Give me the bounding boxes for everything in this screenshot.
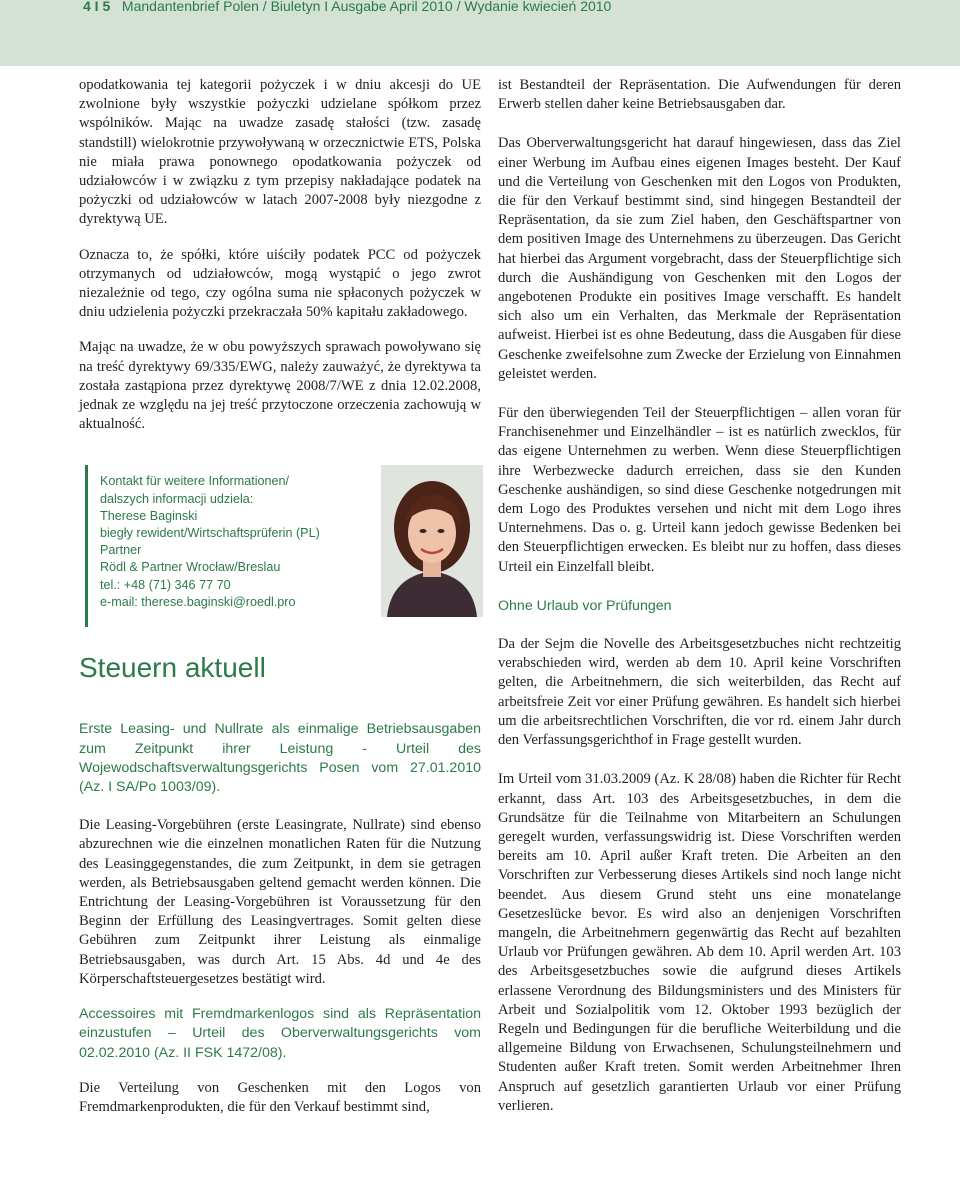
paragraph: Die Leasing-Vorgebühren (erste Leasingrate, Nullrate) sind ebenso abzurechnen wie die einzelnen monatlichen Raten für die Nutzung des Leasinggegenstandes, die zum Zeitpunkt, in dem sie getragen werden, als Betriebsausgaben geltend gemacht werden können. Die Entrichtung der Leasing-Vorgebühren ist Voraussetzung für den Beginn der Erfüllung des Leasingvertrages. Somit gelten diese Gebühren zum Zeitpunkt ihrer Leistung als einmalige Betriebsausgaben, was durch Art. 15 Abs. 4d und 4e des Körperschaftsteuergesetzes bestätigt wird. [79,817,481,987]
contact-line: biegły rewident/Wirtschaftsprüferin (PL) [100,526,320,541]
article-subheading: Accessoires mit Fremdmarkenlogos sind als Repräsentation einzustufen – Urteil des Oberverwaltungsgerichts vom 02.02.2010 (Az. II FSK 1472/08). [79,1006,481,1061]
contact-line: Partner [100,543,142,558]
paragraph: Oznacza to, że spółki, które uiściły podatek PCC od pożyczek otrzymanych od udziałowców, mogą wystąpić o jego zwrot niezależnie od tego, czy ogólna suma nie spłaconych pożyczek w dniu udzielenia pożyczki przekraczała 50% kapitału zakładowego. [79,246,481,321]
paragraph: Mając na uwadze, że w obu powyższych sprawach powoływano się na treść dyrektywy 69/335/EWG, należy zauważyć, że dyrektywa ta została zastąpiona przez dyrektywę 2008/7/WE z dnia 12.02.2008, jednak ze względu na jej treść przytoczone orzeczenia zachowują w aktualność. [79,339,481,433]
publication-title: Mandantenbrief Polen / Biuletyn I Ausgabe April 2010 / Wydanie kwiecień 2010 [121,0,612,14]
right-column [498,76,901,1116]
contact-box [85,465,481,627]
running-header [83,0,611,14]
contact-accent-bar [85,465,88,627]
header-bar [0,0,960,66]
paragraph: Für den überwiegenden Teil der Steuerpflichtigen – allen voran für Franchisenehmer und Einzelhändler – ist es natürlich zwecklos, für das eigene Unternehmen zu werben. Wenn diese Steuerpflichtigen ihre Werbezwecke dadurch erreichen, dass sie den Kunden Geschenke aushändigen, so sind diese Geschenke notgedrungen mit dem Logo des Produktes versehen und nicht mit dem Logo ihres Unternehmens. Das o. g. Urteil kann jedoch gewisse Bedenken bei den Steuerpflichtigen erwecken. Es bleibt nur zu hoffen, dass dieses Urteil ein Einzelfall bleibt. [498,405,901,575]
contact-phone: tel.: +48 (71) 346 77 70 [100,577,231,592]
contact-line: Kontakt für weitere Informationen/ [100,474,290,489]
portrait-photo [381,465,483,617]
paragraph: Die Verteilung von Geschenken mit den Logos von Fremdmarkenprodukten, die für den Verkauf bestimmt sind, [79,1079,481,1115]
contact-info [100,473,320,611]
section-title: Steuern aktuell [79,652,266,684]
contact-email[interactable]: e-mail: therese.baginski@roedl.pro [100,594,296,609]
contact-name: Therese Baginski [100,508,198,523]
contact-line: Rödl & Partner Wrocław/Breslau [100,560,281,575]
paragraph: Das Oberverwaltungsgericht hat darauf hingewiesen, dass das Ziel einer Werbung im Aufbau eines eigenen Images besteht. Der Kauf und die Verteilung von Geschenken mit den Logos von Produkten, die für den Verkauf bestimmt sind, sind hingegen Bestandteil der Repräsentation, da sie zum Ziel haben, den Geschäftspartner von dem positiven Image des Unternehmens zu überzeugen. Das Gericht hat hierbei das Argument vorgebracht, dass der Steuerpflichtige sich durch die Aushändigung von Geschenken mit den Logos der angebotenen Produkte ein positives Image verschafft. Es handelt sich also um ein Verhalten, das Merkmale der Repräsentation aufweist. Hierbei ist es ohne Bedeutung, dass die Ausgaben für diese Geschenke zweifelsohne zum Zwecke der Erzielung von Einnahmen geleistet werden. [498,135,901,382]
left-column [79,76,481,1117]
paragraph: ist Bestandteil der Repräsentation. Die Aufwendungen für deren Erwerb stellen daher keine Betriebsausgaben dar. [498,77,901,113]
contact-line: dalszych informacji udziela: [100,491,254,506]
page-number: 4 I 5 [83,0,111,14]
paragraph: opodatkowania tej kategorii pożyczek i w dniu akcesji do UE zwolnione były wszystkie pożyczki udzielane spółkom przez wspólników. Mając na uwadze zasadę stałości (tzw. zasadę standstill) wielokrotnie przywoływaną w orzecznictwie ETS, Polska nie miała prawa ponownego opodatkowania pożyczek od udziałowców i w związku z tym przepisy nakładające podatek na pożyczki od udziałowców w latach 2007-2008 były niezgodne z dyrektywą UE. [79,77,481,228]
paragraph: Im Urteil vom 31.03.2009 (Az. K 28/08) haben die Richter für Recht erkannt, dass Art. 103 des Arbeitsgesetzbuches, in dem die Grundsätze für die Teilnahme von Mitarbeitern an Schulungen geregelt wurden, verfassungswidrig ist. Diese Vorschriften werden bereits am 10. April außer Kraft treten. Die Arbeiten an den Vorschriften zur Verbesserung dieses Artikels sind noch lange nicht beendet. Aus diesem Grund steht uns eine monatelange Gesetzeslücke bevor. Es wird also an denjenigen Vorschriften mangeln, die Arbeitnehmern gegenwärtig das Recht auf bezahlten Urlaub vor Prüfungen gewähren. Ab dem 10. April werden Art. 103 des Arbeitsgesetzbuches sowie die aufgrund dieses Artikels erlassene Verordnung des Bildungsministers und des Ministers für Arbeit und Sozialpolitik vom 12. Oktober 1993 bezüglich der Regeln und Bedingungen für die berufliche Weiterbildung und die allgemeine Bildung von Erwachsenen, Schulungsteilnehmern und Studenten außer Kraft treten. Somit werden Arbeitnehmer Ihren Anspruch auf gesetzlich garantierten Urlaub vor einer Prüfung verlieren. [498,771,901,1114]
portrait-image [381,465,483,617]
article-subheading: Erste Leasing- und Nullrate als einmalige Betriebsausgaben zum Zeitpunkt ihrer Leistung - Urteil des Wojewodschaftsverwaltungsgerichts Posen vom 27.01.2010 (Az. I SA/Po 1003/09). [79,721,481,796]
paragraph: Da der Sejm die Novelle des Arbeitsgesetzbuches nicht rechtzeitig verabschieden wird, werden ab dem 10. April keine Vorschriften gelten, die Arbeitnehmern, die sich weiterbilden, das Recht auf arbeitsfreie Zeit vor einer Prüfung gewähren. Es handelt sich hierbei um die arbeitsrechtlichen Vorschriften, die vor rd. einem Jahr durch den Verfassungsgerichthof in Frage gestellt wurden. [498,636,901,749]
article-subheading: Ohne Urlaub vor Prüfungen [498,597,672,614]
